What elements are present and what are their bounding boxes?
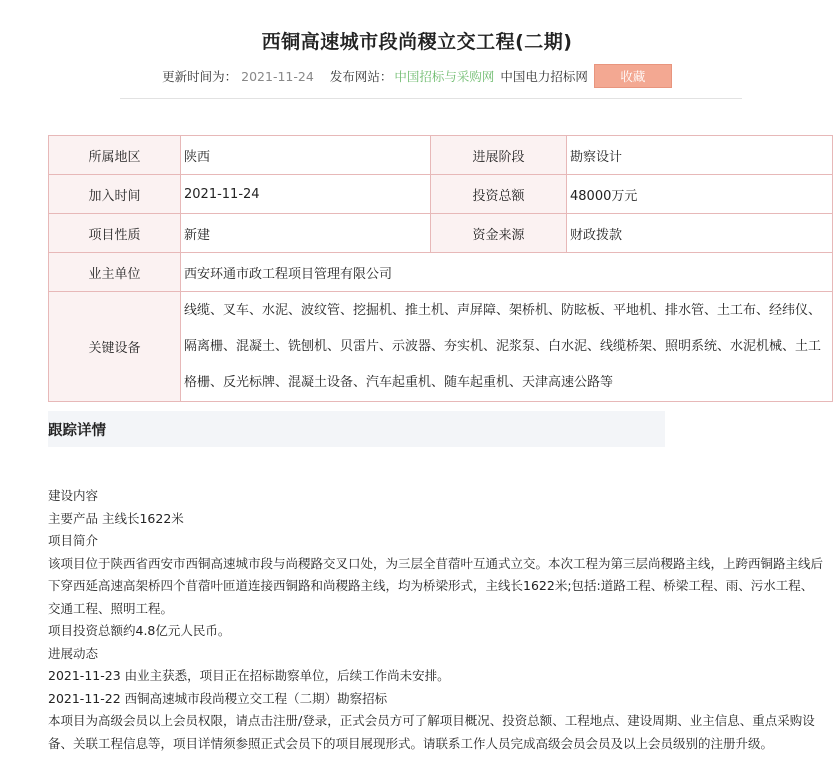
tracking-content xyxy=(48,485,824,755)
favorite-button[interactable]: 收藏 xyxy=(594,64,672,88)
intro-text: 该项目位于陕西省西安市西铜高速城市段与尚稷路交叉口处，为三层全苜蓿叶互通式立交。本次工程为第三层尚稷路主线，上跨西铜路主线后下穿西延高速高架桥四个苜蓿叶匝道连接西铜路和尚稷路主线，均为桥梁形式，主线长1622米;包括:道路工程、桥梁工程、雨、污水工程、交通工程、照明工程。 xyxy=(48,555,824,616)
equip-label: 关键设备 xyxy=(49,292,181,402)
table-row xyxy=(49,292,833,402)
progress-item: 2021-11-23 由业主获悉，项目正在招标勘察单位，后续工作尚未安排。 xyxy=(48,668,450,683)
progress-item: 2021-11-22 西铜高速城市段尚稷立交工程（二期）勘察招标 xyxy=(48,690,388,706)
equip-value: 线缆、叉车、水泥、波纹管、挖掘机、推土机、声屏障、架桥机、防眩板、平地机、排水管、土工布、经纬仪、隔离栅、混凝土、铣刨机、贝雷片、示波器、夯实机、泥浆泵、白水泥、线缆桥架、照明系统、水泥机械、土工格栅、反光标牌、混凝土设备、汽车起重机、随车起重机、天津高速公路等 xyxy=(181,292,833,402)
publish-label: 发布网站： xyxy=(329,69,393,84)
stage-label: 进展阶段 xyxy=(431,136,567,175)
invest-value: 48000万元 xyxy=(567,175,833,214)
header-divider xyxy=(120,98,742,99)
project-info-table xyxy=(48,135,833,402)
update-date: 2021-11-24 xyxy=(241,68,314,84)
section-progress: 进展动态 xyxy=(48,645,99,661)
site-link[interactable]: 中国招标与采购网 xyxy=(394,69,495,84)
table-row xyxy=(49,136,833,175)
update-label: 更新时间为： xyxy=(162,69,238,84)
join-value: 2021-11-24 xyxy=(181,175,431,214)
member-notice: 本项目为高级会员以上会员权限，请点击注册/登录，正式会员方可了解项目概况、投资总额、工程地点、建设周期、业主信息、重点采购设备、关联工程信息等，项目详情须参照正式会员下的项目展现形式。请联系工作人员完成高级会员会员及以上会员级别的注册升级。 xyxy=(48,713,815,751)
section-construction: 建设内容 xyxy=(48,488,99,503)
section-intro: 项目简介 xyxy=(48,533,99,548)
table-row xyxy=(49,253,833,292)
region-label: 所属地区 xyxy=(49,136,181,175)
main-product: 主要产品 主线长1622米 xyxy=(48,510,184,526)
meta-bar xyxy=(0,64,834,88)
fund-value: 财政拨款 xyxy=(567,214,833,253)
table-row xyxy=(49,175,833,214)
table-row xyxy=(49,214,833,253)
fund-label: 资金来源 xyxy=(431,214,567,253)
page-title: 西铜高速城市段尚稷立交工程(二期) xyxy=(261,31,573,53)
region-value: 陕西 xyxy=(181,136,431,175)
stage-value: 勘察设计 xyxy=(567,136,833,175)
nature-label: 项目性质 xyxy=(49,214,181,253)
nature-value: 新建 xyxy=(181,214,431,253)
invest-label: 投资总额 xyxy=(431,175,567,214)
site-other-link[interactable]: 中国电力招标网 xyxy=(500,69,588,84)
invest-text: 项目投资总额约4.8亿元人民币。 xyxy=(48,623,231,638)
owner-value: 西安环通市政工程项目管理有限公司 xyxy=(181,253,833,292)
tracking-heading: 跟踪详情 xyxy=(48,411,665,447)
owner-label: 业主单位 xyxy=(49,253,181,292)
join-label: 加入时间 xyxy=(49,175,181,214)
